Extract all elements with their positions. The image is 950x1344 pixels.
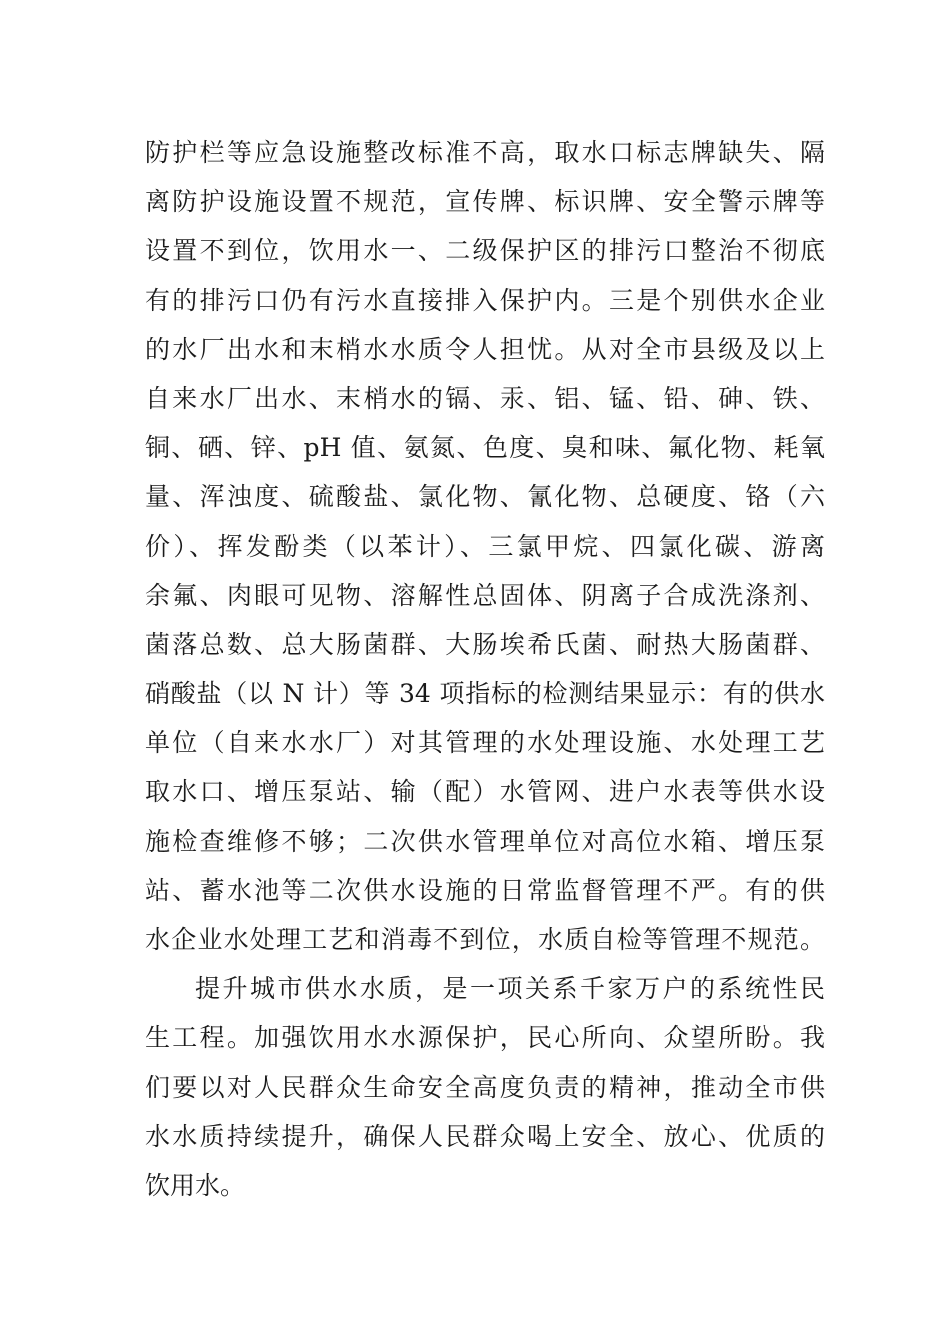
- paragraph-2-line-3: 们要以对人民群众生命安全高度负责的精神，推动全市供: [145, 1072, 825, 1102]
- paragraph-1-line-2: 离防护设施设置不规范，宣传牌、标识牌、安全警示牌等: [145, 187, 825, 217]
- paragraph-1-line-17: 水企业水处理工艺和消毒不到位，水质自检等管理不规范。: [145, 925, 825, 954]
- paragraph-1-line-11: 菌落总数、总大肠菌群、大肠埃希氏菌、耐热大肠菌群、: [145, 629, 825, 659]
- paragraph-1-line-14: 取水口、增压泵站、输（配）水管网、进户水表等供水设: [145, 777, 825, 807]
- paragraph-2-line-2: 生工程。加强饮用水水源保护，民心所向、众望所盼。我: [145, 1023, 825, 1053]
- paragraph-1-line-7: 铜、硒、锌、pH 值、氨氮、色度、臭和味、氟化物、耗氧: [145, 433, 825, 463]
- paragraph-1-line-1: 防护栏等应急设施整改标准不高，取水口标志牌缺失、隔: [145, 138, 825, 167]
- paragraph-1-line-16: 站、蓄水池等二次供水设施的日常监督管理不严。有的供: [145, 875, 825, 905]
- paragraph-2-line-1: 提升城市供水水质，是一项关系千家万户的系统性民: [195, 974, 825, 1004]
- paragraph-1-line-6: 自来水厂出水、末梢水的镉、汞、铝、锰、铅、砷、铁、: [145, 383, 825, 413]
- paragraph-1-line-8: 量、浑浊度、硫酸盐、氯化物、氰化物、总硬度、铬（六: [145, 482, 825, 512]
- paragraph-1-line-4: 有的排污口仍有污水直接排入保护内。三是个别供水企业: [145, 285, 825, 315]
- paragraph-1-line-9: 价）、挥发酚类（以苯计）、三氯甲烷、四氯化碳、游离: [145, 531, 825, 561]
- paragraph-1-line-3: 设置不到位，饮用水一、二级保护区的排污口整治不彻底: [145, 236, 825, 266]
- paragraph-1-line-13: 单位（自来水水厂）对其管理的水处理设施、水处理工艺: [145, 728, 825, 758]
- paragraph-2-line-4: 水水质持续提升，确保人民群众喝上安全、放心、优质的: [145, 1121, 825, 1151]
- paragraph-2-line-5: 饮用水。: [145, 1170, 246, 1200]
- body-text: [145, 128, 825, 1210]
- paragraph-1-line-5: 的水厂出水和末梢水水质令人担忧。从对全市县级及以上: [145, 334, 825, 364]
- paragraph-1-line-15: 施检查维修不够；二次供水管理单位对高位水箱、增压泵: [145, 826, 825, 856]
- paragraph-1-line-12: 硝酸盐（以 N 计）等 34 项指标的检测结果显示：有的供水: [145, 679, 825, 709]
- paragraph-1-line-10: 余氟、肉眼可见物、溶解性总固体、阴离子合成洗涤剂、: [145, 580, 825, 610]
